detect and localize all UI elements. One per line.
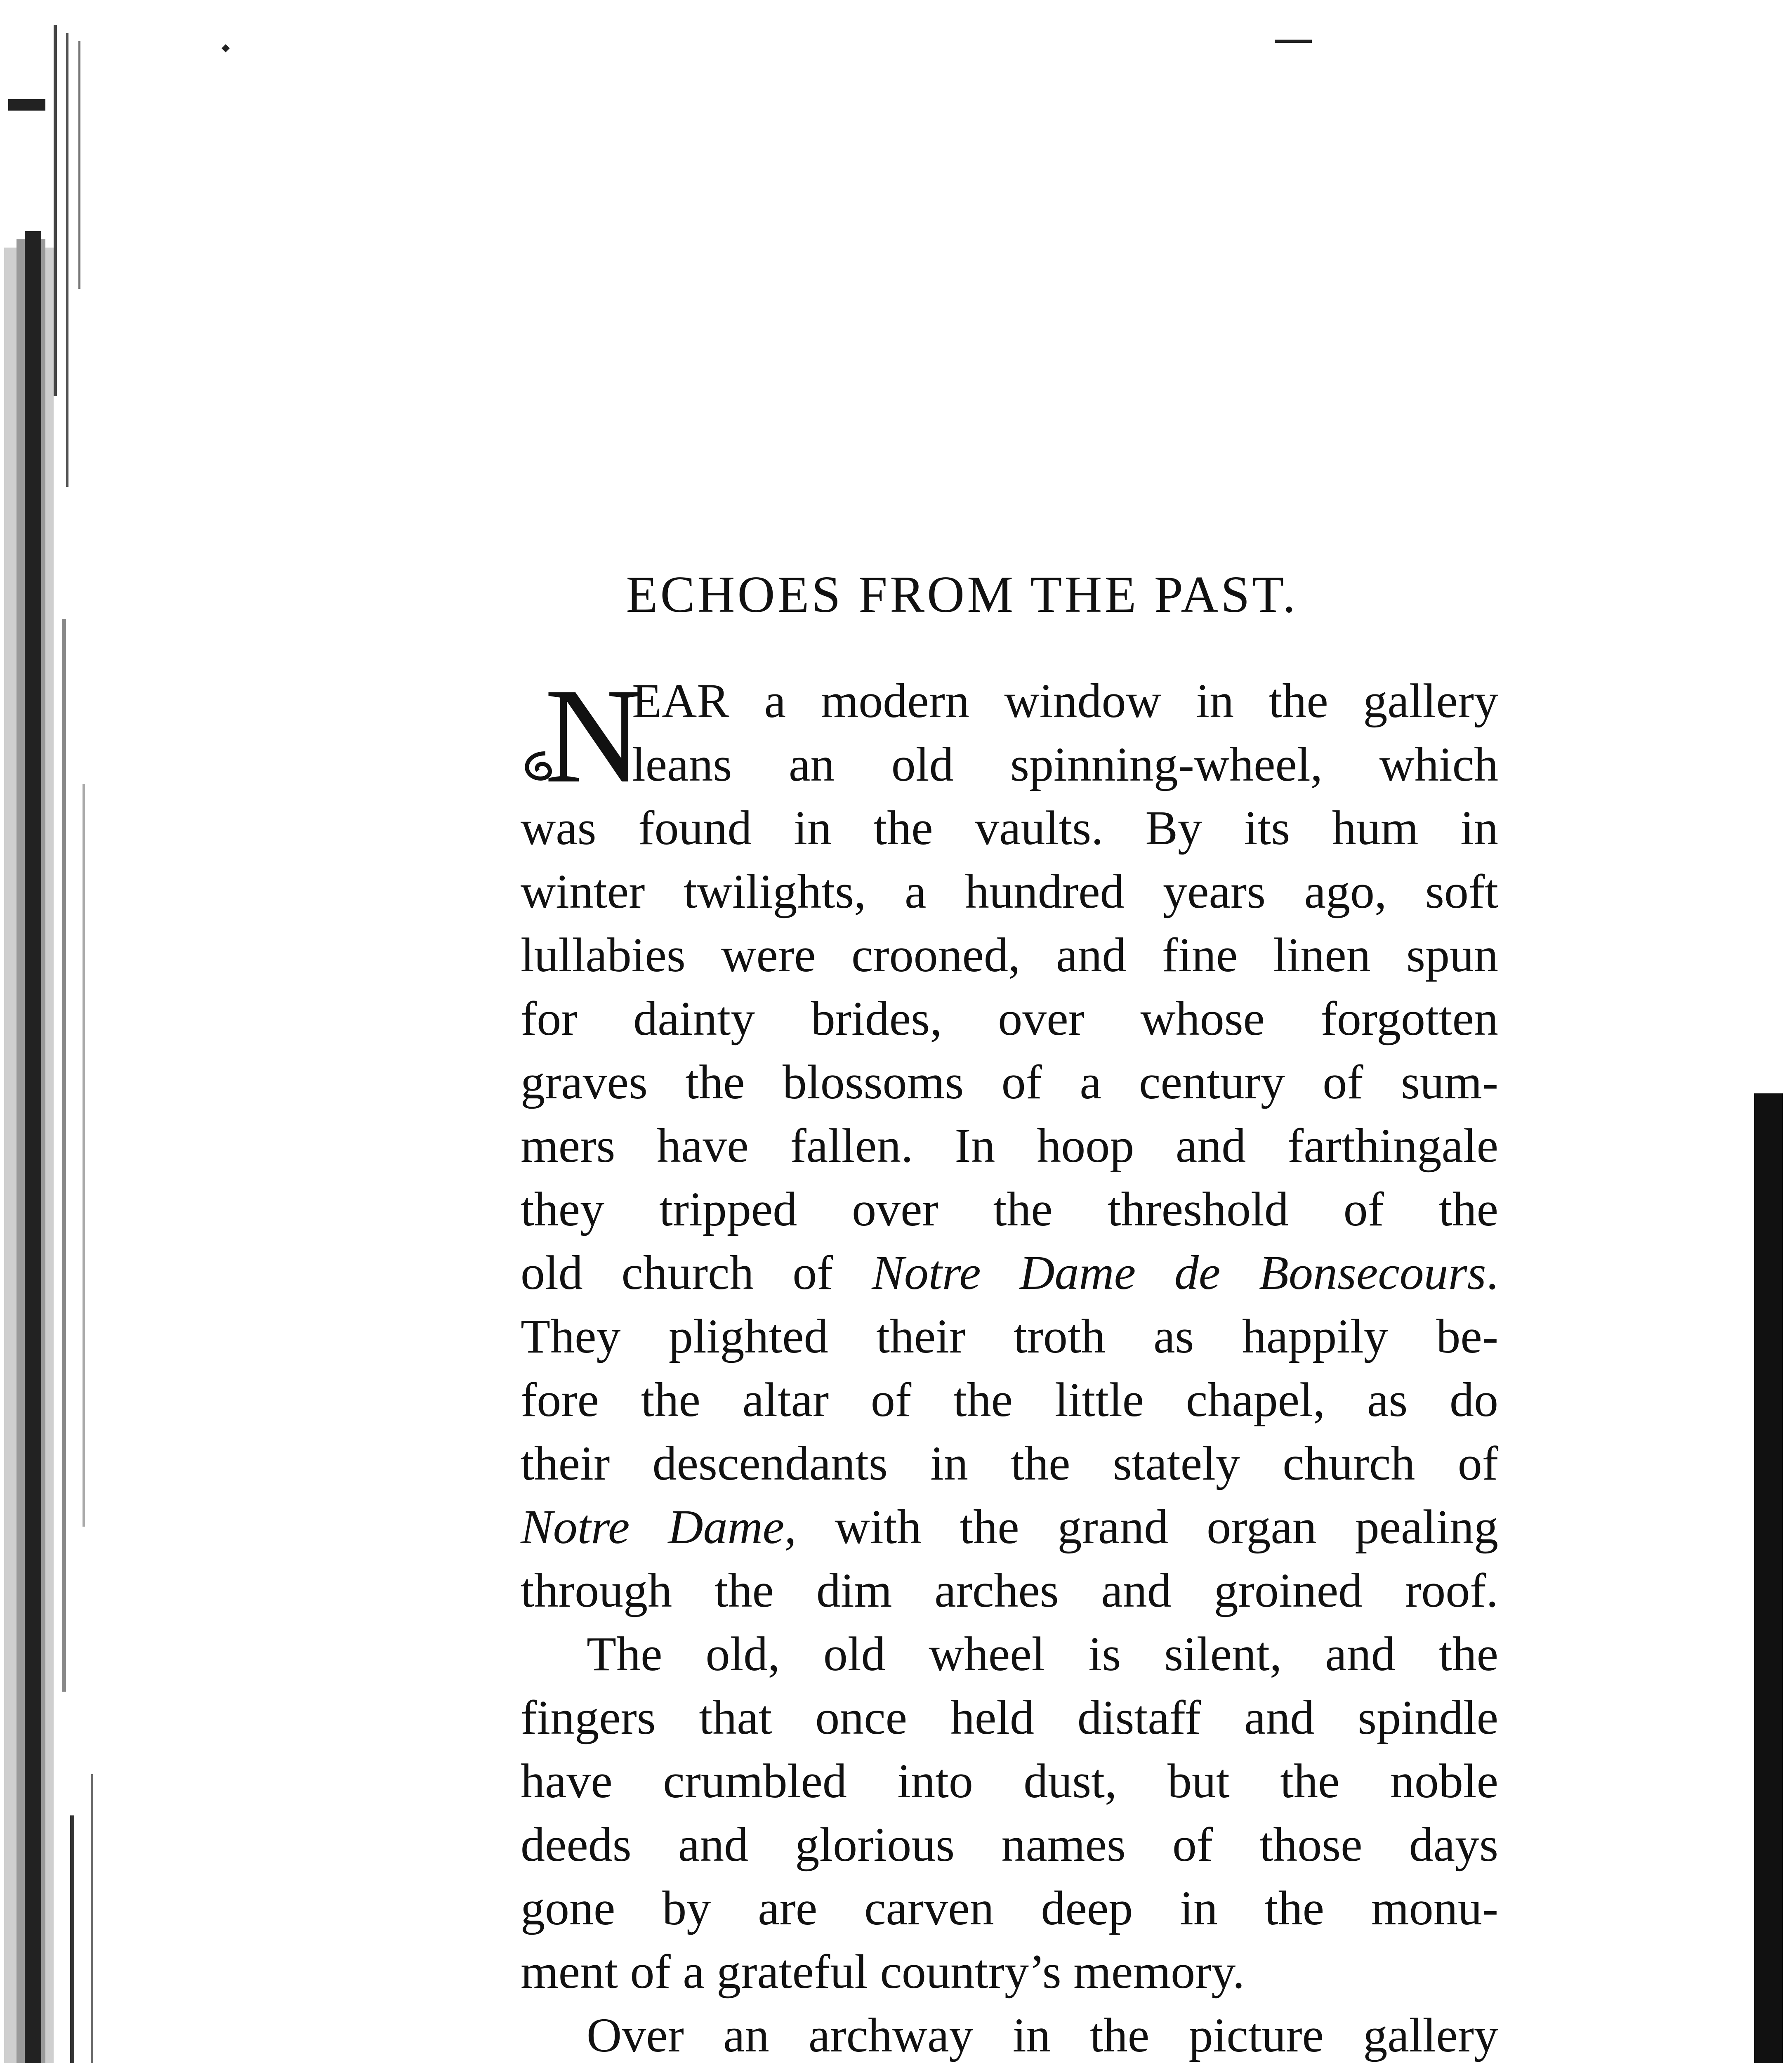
text-line-12: fore the altar of the little chapel, as do xyxy=(521,1373,1498,1427)
text-line-14-post: with the grand organ pealing xyxy=(796,1500,1498,1554)
text-line-2: leans an old spinning-wheel, which xyxy=(632,737,1498,791)
dropcap-letter: N xyxy=(545,661,643,811)
text-line-8: mers have fallen. In hoop and farthingale xyxy=(521,1119,1498,1173)
text-line-11: They plighted their troth as happily be- xyxy=(521,1309,1498,1363)
text-line-1: EAR a modern window in the gallery xyxy=(632,674,1498,728)
text-line-18: have crumbled into dust, but the noble xyxy=(521,1754,1498,1808)
text-line-10 xyxy=(521,1242,1498,1304)
text-line-14 xyxy=(521,1496,1498,1558)
text-line-17: fingers that once held distaff and spindle xyxy=(521,1690,1498,1744)
text-line-20: gone by are carven deep in the monu- xyxy=(521,1881,1498,1935)
stray-mark-top xyxy=(1275,40,1312,43)
dropcap-ornament xyxy=(521,661,643,811)
text-line-22: Over an archway in the picture gallery xyxy=(587,2008,1498,2062)
text-line-13: their descendants in the stately church of xyxy=(521,1436,1498,1490)
text-line-21: ment of a grateful country’s memory. xyxy=(521,1945,1245,1999)
text-line-10-pre: old church of xyxy=(521,1246,872,1300)
text-line-10-italic: Notre Dame de Bonsecours xyxy=(872,1246,1486,1300)
text-line-3: was found in the vaults. By its hum in xyxy=(521,801,1498,855)
text-line-9: they tripped over the threshold of the xyxy=(521,1182,1498,1236)
scan-edge-artifact-left xyxy=(0,0,173,2063)
text-line-7: graves the blossoms of a century of sum- xyxy=(521,1055,1498,1109)
text-line-14-italic: Notre Dame, xyxy=(521,1500,797,1554)
text-line-15: through the dim arches and groined roof. xyxy=(521,1563,1498,1617)
page-title: ECHOES FROM THE PAST. xyxy=(626,566,1298,623)
text-line-5: lullabies were crooned, and fine linen spun xyxy=(521,928,1498,982)
text-line-6: for dainty brides, over whose forgotten xyxy=(521,991,1498,1046)
text-line-19: deeds and glorious names of those days xyxy=(521,1818,1498,1872)
text-line-16: The old, old wheel is silent, and the xyxy=(587,1627,1498,1681)
text-line-10-post: . xyxy=(1486,1246,1498,1300)
text-line-4: winter twilights, a hundred years ago, soft xyxy=(521,864,1498,918)
stray-mark-top-left xyxy=(222,44,230,52)
scan-edge-artifact-right xyxy=(1747,1093,1792,2063)
